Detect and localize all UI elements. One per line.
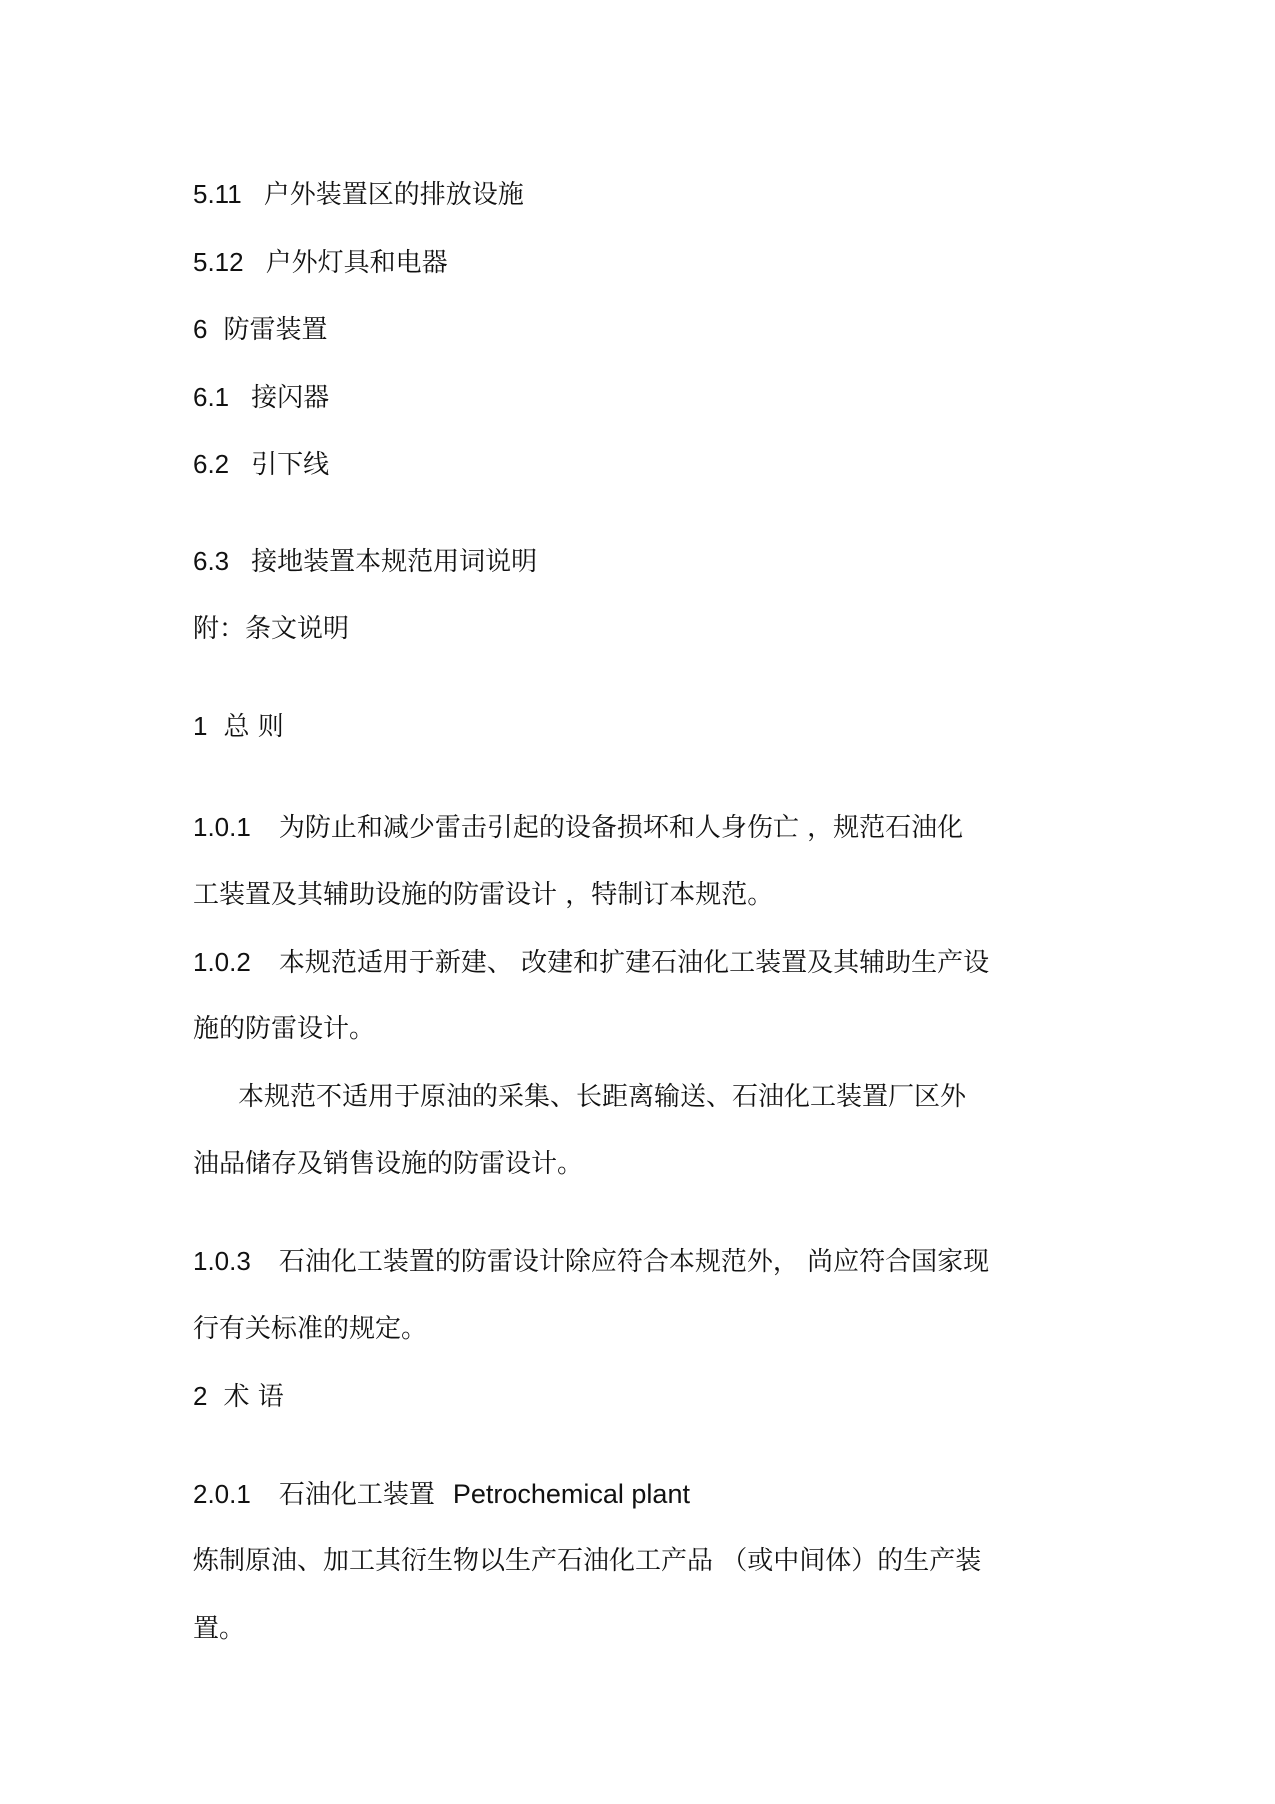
clause-2-0-1-line1: 炼制原油、加工其衍生物以生产石油化工产品 （或中间体）的生产装 <box>193 1546 982 1576</box>
toc-item-5-12 <box>193 245 448 280</box>
toc-text: 接地装置本规范用词说明 <box>251 547 538 577</box>
chapter-number: 2 <box>193 1381 208 1411</box>
toc-item-6 <box>193 312 327 347</box>
clause-1-0-2-line2: 施的防雷设计。 <box>193 1014 376 1044</box>
clause-2-0-1-heading <box>193 1477 690 1512</box>
toc-text: 防雷装置 <box>223 315 328 345</box>
chapter-title: 术 语 <box>223 1382 284 1412</box>
chapter-title: 总 则 <box>223 712 284 742</box>
toc-text: 引下线 <box>251 450 330 480</box>
toc-item-5-11 <box>193 177 524 212</box>
toc-number: 6 <box>193 314 208 344</box>
toc-number: 6.3 <box>193 546 230 576</box>
toc-number: 6.2 <box>193 449 230 479</box>
toc-item-6-1 <box>193 380 329 415</box>
toc-item-6-3 <box>193 544 537 579</box>
chapter-2-heading <box>193 1379 284 1414</box>
toc-number: 5.11 <box>193 179 242 209</box>
clause-number: 1.0.1 <box>193 812 251 842</box>
toc-item-6-2 <box>193 447 329 482</box>
clause-text: 为防止和减少雷击引起的设备损坏和人身伤亡 ，规范石油化 <box>278 813 964 843</box>
clause-number: 1.0.2 <box>193 947 251 977</box>
clause-number: 1.0.3 <box>193 1246 251 1276</box>
clause-1-0-3-line2: 行有关标准的规定。 <box>193 1314 428 1344</box>
clause-1-0-1-line1 <box>193 810 963 845</box>
term-chinese: 石油化工装置 <box>278 1480 435 1510</box>
chapter-1-heading <box>193 709 284 744</box>
clause-2-0-1-line2: 置。 <box>193 1614 246 1644</box>
clause-text: 本规范适用于新建、 改建和扩建石油化工装置及其辅助生产设 <box>278 948 990 978</box>
clause-1-0-2-line1 <box>193 945 989 980</box>
clause-text: 石油化工装置的防雷设计除应符合本规范外， 尚应符合国家现 <box>278 1247 990 1277</box>
term-english: Petrochemical plant <box>452 1479 690 1509</box>
appendix-line: 附：条文说明 <box>193 614 350 644</box>
clause-1-0-3-line1 <box>193 1244 989 1279</box>
clause-1-0-1-line2: 工装置及其辅助设施的防雷设计 ，特制订本规范。 <box>193 880 774 910</box>
clause-1-0-2-para2-line2: 油品储存及销售设施的防雷设计。 <box>193 1149 584 1179</box>
clause-1-0-2-para2-line1: 本规范不适用于原油的采集、长距离输送、石油化工装置厂区外 <box>238 1082 967 1112</box>
toc-text: 接闪器 <box>251 383 330 413</box>
clause-number: 2.0.1 <box>193 1479 251 1509</box>
toc-number: 5.12 <box>193 247 244 277</box>
toc-text: 户外灯具和电器 <box>265 248 448 278</box>
chapter-number: 1 <box>193 711 208 741</box>
toc-text: 户外装置区的排放设施 <box>263 180 524 210</box>
toc-number: 6.1 <box>193 382 230 412</box>
